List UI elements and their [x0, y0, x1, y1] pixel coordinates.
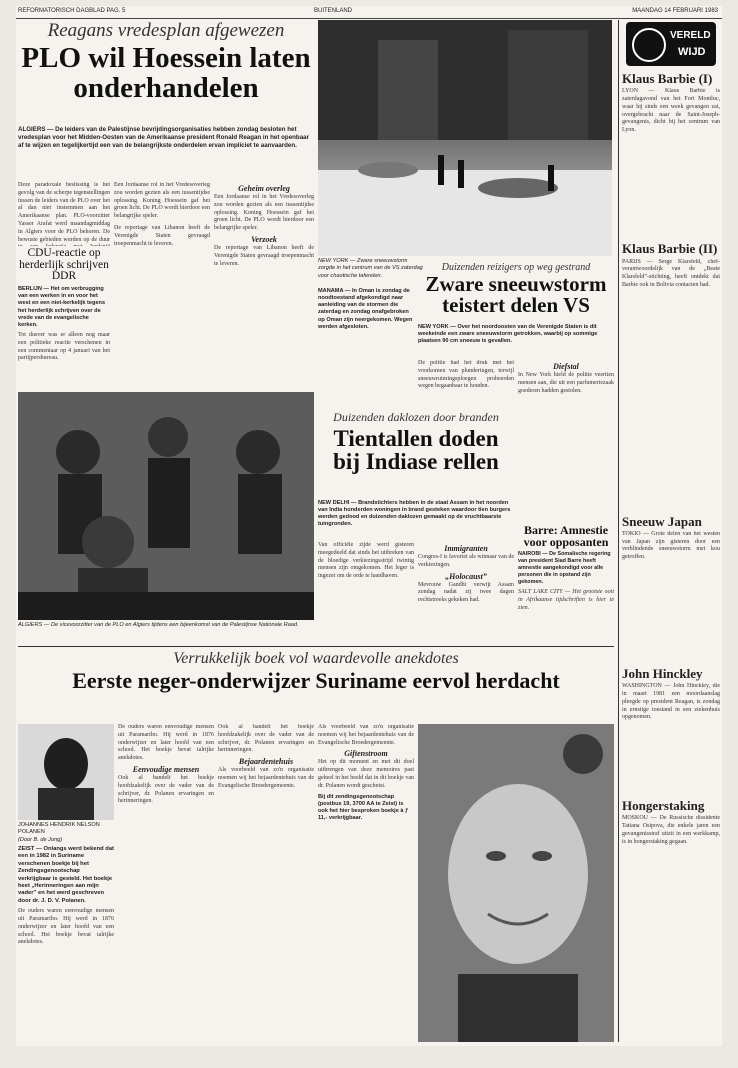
manama-text: MANAMA — In Oman is zondag de noodtoestand afgekondigd naar aanleiding van de stormen die zaterdag en zondag onafgebroken op Oman zijn neergekomen. Wegen werden afgesloten.	[318, 288, 413, 330]
sidebar-wereld-wijd	[622, 20, 720, 1044]
story-suriname-body2: Ook al handelt het boekje hoofdzakelijk over de vader van de schrijver, dr. Polanen ervaringen en herinneringen.	[118, 774, 214, 805]
sidebar-item-text: MOSKOU — De Russische dissidente Tatiana Osipova, die enkele jaren een gevangenisstraf uitzit in een werkkamp, is in hongerstaking gegaan.	[622, 815, 720, 845]
story-india-kicker: Duizenden daklozen door branden	[333, 410, 499, 424]
snowstorm-photo	[318, 20, 612, 256]
story-plo-body: Deze paradoxale beslissing is het gevolg van de scherpe tegenstellingen tussen de leiders van de PLO over het al dan niet instemmen aan het Amerikaanse plan. PLO-voorzitter Yasser Arafat werd maandagmiddag in Algiers voor de PLO behoren. De bewuste gebieden worden op de duur	[18, 182, 110, 243]
story-suriname-col4	[318, 724, 414, 1042]
header-section: BUITENLAND	[314, 8, 353, 14]
story-suriname-body-a: De ouders waren eenvoudige mensen uit Paramaribo. Hij werd in 1876 onderwijzer en later hoofd van een school. Het boekje bevat talrijke anekdotes.	[118, 724, 214, 762]
story-india-body-col1	[318, 542, 414, 642]
story-barre-body: SALT LAKE CITY — Het grootste ooit in Afrikaanse tijdschriften is hier te zien.	[518, 589, 614, 611]
story-plo-subhead-geheim: Geheim overleg	[238, 184, 290, 193]
logo-text-bottom: WIJD	[678, 46, 706, 58]
story-plo-body2: Een Jordaanse rol in het Vredesoverleg zou worden gezien als een tussentijdse oplossing. Koning Hoessein gaf het groen licht. De PLO wordt hierdoor een belangrijke speler.	[114, 182, 210, 220]
story-suriname-closing: Bij dit zendingsgenootschap (postbus 19, 3700 AA te Zeist) is ook het hier besproken boekje à ƒ 11,- verkrijgbaar.	[318, 793, 409, 822]
story-plo-kicker: Reagans vredesplan afgewezen	[47, 20, 285, 41]
story-storm-body2: In New York hield de politie veertien mensen aan, die uit een parfumeriezaak goederen hadden gestolen.	[518, 372, 614, 394]
story-barre	[518, 524, 614, 642]
story-suriname-col2	[118, 724, 214, 1042]
story-suriname-col3	[218, 724, 314, 1042]
polanen-caption-block	[18, 822, 114, 844]
story-plo-lead-block	[18, 126, 314, 178]
wereld-wijd-logo	[626, 22, 716, 66]
polanen-credit: (Door B. de Jong)	[18, 836, 63, 843]
story-plo-body3-repeat: De reportage van Libanon heeft de Verenigde Staten gevraagd troepenmacht te leveren.	[214, 244, 314, 267]
sidebar-item-text: LYON — Klaus Barbie is zaterdagavond van het Fort Montluc, waar hij sinds een week gevangen zat, overgebracht naar de Saint-Joseph-gevangenis, dicht bij het centrum van Lyon.	[622, 88, 720, 134]
sidebar-item-text: WASHINGTON — John Hinckley, die in maart 1981 een moordaanslag pleegde op president Reagan, is zondag in ernstige toestand in een ziekenhuis opgenomen.	[622, 683, 720, 721]
manama-brief	[318, 288, 414, 386]
sidebar-item-text: PARIJS — Serge Klarsfeld, chef-verantwoordelijk van de „Beate Klarsfeld”-stichting, heeft ontdekt dat Barbie ook in Bolivia contacten had.	[622, 258, 720, 288]
story-india-headline: Tientallen doden bij Indiase rellen	[333, 426, 499, 475]
story-suriname-body3: Als voorbeeld van zo'n organisatie noemen wij het bejaardentehuis van de Evangelische Broedergemeente.	[218, 767, 314, 789]
story-plo-body2-repeat: Een Jordaanse rol in het Vredesoverleg zou worden gezien als een tussentijdse oplossing. Koning Hoessein gaf het groen licht. De PLO wordt hierdoor een belangrijke speler.	[214, 194, 314, 232]
story-india-body: Van officiële zijde werd gisteren meegedeeld dat sinds het uitbreken van de bloedige verkiezingsstrijd twintig mensen zijn omgekomen. Het leger is ingezet om de orde te handhaven.	[318, 542, 414, 580]
sidebar-item-title: John Hinckley	[622, 665, 703, 681]
story-india-body3: Mevrouw Gandhi verwijt Assam zondag nadat zij twee dagen rechtstreeks gekeken had.	[418, 581, 514, 604]
story-suriname-body2-b: Ook al handelt het boekje hoofdzakelijk over de vader van de schrijver, dr. Polanen ervaringen en herinneringen.	[218, 724, 314, 754]
story-suriname-body4: Het op dit moment en met dit doel uitbrengen van deze memoires past geheel in het beeld dat in dit boekje van dr. Polanen wordt geschetst.	[318, 759, 414, 789]
story-suriname-subhead-bejaarden: Bejaardentehuis	[238, 757, 294, 767]
sidebar-item-title: Sneeuw Japan	[622, 513, 702, 529]
story-plo-lead: ALGIERS — De leiders van de Palestijnse bevrijdingsorganisaties hebben zondag besloten het vredesplan voor het Midden-Oosten van de Amerikaanse president Ronald Reagan in het openbaar af te wijzen en tegelijkertijd een van de belangrijkste onderdelen ervan impliciet te aanvaarden.	[18, 126, 309, 149]
polanen-caption: JOHANNES HENDRIK NELSON POLANEN	[18, 822, 100, 836]
story-india-header	[318, 410, 514, 498]
header-left: REFORMATORISCH DAGBLAD PAG. 5	[18, 8, 126, 14]
story-suriname-body3-b: Als voorbeeld van zo'n organisatie noemen wij het bejaardentehuis van de Evangelische Broedergemeente.	[318, 724, 414, 746]
story-plo-subhead-verzoek: Verzoek	[251, 234, 277, 244]
story-india-body-col2	[418, 542, 514, 642]
story-storm-lead-block	[418, 324, 614, 360]
plo-meeting-photo-art	[18, 392, 314, 620]
plo-meeting-caption: ALGIERS — De vicevoorzitter van de PLO en Algiers tijdens een bijeenkomst van de Palestijnse Nationale Raad.	[18, 622, 299, 628]
story-suriname-header	[18, 650, 614, 722]
elderly-man-photo	[418, 724, 614, 1042]
story-india-lead-block	[318, 500, 514, 540]
story-plo-body-col1	[18, 182, 110, 246]
story-storm-subhead: Diefstal	[553, 362, 579, 371]
snowstorm-caption: NEW YORK — Zware sneeuwstorm zorgde in het centrum van de VS zaterdag voor chaotische taferelen.	[318, 258, 423, 279]
story-plo-body-col3	[214, 182, 314, 386]
sidebar-item-title: Hongerstaking	[622, 798, 705, 814]
globe-icon	[632, 28, 666, 62]
story-suriname-subhead-giften: Giftenstroom	[344, 749, 388, 759]
story-storm-header	[418, 262, 614, 322]
plo-meeting-caption-block	[18, 622, 314, 642]
header-date: MAANDAG 14 FEBRUARI 1983	[632, 8, 718, 14]
story-india-subhead-immigranten: Immigranten	[444, 544, 488, 553]
plo-meeting-photo	[18, 392, 314, 620]
story-cdu	[18, 248, 110, 388]
story-barre-lead: NAIROBI — De Somalische regering van president Siad Barre heeft amnestie aangekondigd voor alle personen die in opstand zijn gekomen.	[518, 551, 611, 586]
story-storm-lead: NEW YORK — Over het noordoosten van de Verenigde Staten is dit weekeinde een zware sneeuwstorm getrokken, waarbij op sommige plaatsen 90 cm sneeuw is gevallen.	[418, 324, 598, 345]
story-suriname-headline: Eerste neger-onderwijzer Suriname eervol herdacht	[72, 668, 560, 693]
story-suriname-kicker: Verrukkelijk boek vol waardevolle anekdotes	[173, 650, 459, 667]
section-divider	[18, 646, 614, 647]
story-india-lead: NEW DELHI — Brandstichters hebben in de staat Assam in het noorden van India honderden woningen in brand gesteken waardoor tien burgers werden gedood en duizenden daklozen gemaakt op de vruchtbaarste tuingronden.	[318, 500, 511, 528]
story-storm-headline: Zware sneeuwstorm teistert delen VS	[425, 272, 607, 318]
story-suriname-lead: ZEIST — Onlangs werd bekend dat een in 1982 in Suriname verschenen boekje bij het Zendingsgenootschap verkrijgbaar is gesteld. Het boekje heet „Herinneringen aan mijn vader” en het werd geschreven door dr. J. D. V. Polanen.	[18, 846, 114, 904]
sidebar-item-title: Klaus Barbie (I)	[622, 71, 713, 86]
story-india-body2: Congres-I is favoriet als winnaar van de verkiezingen.	[418, 554, 514, 568]
snowstorm-photo-art	[318, 20, 612, 256]
polanen-portrait-art	[18, 724, 114, 820]
story-storm-kicker: Duizenden reizigers op weg gestrand	[441, 262, 591, 273]
sidebar-item-title: Klaus Barbie (II)	[622, 241, 718, 257]
story-suriname-col1	[18, 846, 114, 1042]
story-cdu-body: Tot dusver was er alleen nog maar een politieke reactie verschenen in een commentaar op 4 januari van het partijpersbureau.	[18, 332, 110, 362]
story-storm-body-col2	[518, 360, 614, 520]
newspaper-page	[16, 6, 722, 1046]
story-india-subhead-holocaust: „Holocaust”	[445, 571, 487, 581]
story-storm-body: De politie had het druk met het voorkomen van plunderingen, terwijl sneeuwruimingsploegen probeerden wegen begaanbaar te houden.	[418, 360, 514, 390]
story-suriname-body: De ouders waren eenvoudige mensen uit Paramaribo. Hij werd in 1876 onderwijzer en later hoofd van een school. Het boekje bevat talrijke anekdotes.	[18, 908, 114, 946]
logo-text-top: VERELD	[670, 30, 711, 41]
page-header	[16, 6, 722, 19]
story-plo-body-col2	[114, 182, 210, 386]
elderly-man-photo-art	[418, 724, 614, 1042]
story-plo-body3: De reportage van Libanon heeft de Verenigde Staten gevraagd troepenmacht te leveren.	[114, 224, 210, 247]
story-plo-header	[18, 20, 314, 124]
story-cdu-headline: CDU-reactie op herderlijk schrijven DDR	[19, 248, 109, 283]
story-barre-headline: Barre: Amnestie voor opposanten	[523, 524, 609, 550]
sidebar-item-text: TOKIO — Grote delen van het westen van Japan zijn gisteren door een verblindende sneeuwstorm met kou getroffen.	[622, 530, 720, 561]
story-plo-headline: PLO wil Hoessein laten onderhandelen	[21, 42, 311, 104]
polanen-portrait	[18, 724, 114, 820]
story-suriname-subhead-eenvoudige: Eenvoudige mensen	[132, 764, 200, 774]
story-cdu-lead: BERLIJN — Het om verbrugging van een werken in en voor het west en een niet-kerkelijk tegens het herderlijk schrijven over de vrede van de evangelische kerken.	[18, 286, 106, 328]
snowstorm-caption-block	[318, 258, 426, 284]
sidebar-rule	[618, 20, 619, 1042]
story-storm-body-col1	[418, 360, 514, 406]
